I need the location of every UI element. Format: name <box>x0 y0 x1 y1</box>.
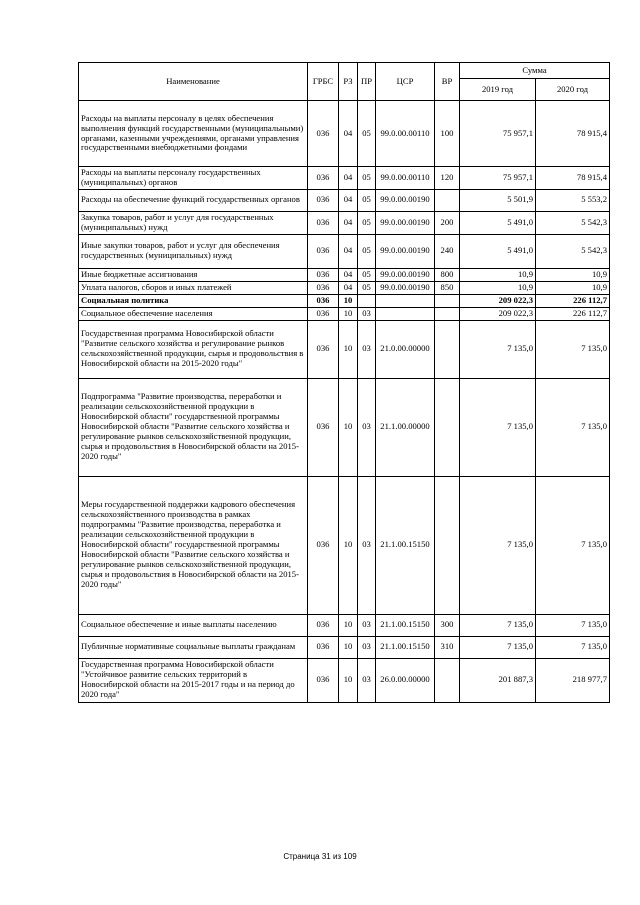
cell-vr: 300 <box>435 614 460 636</box>
cell-rz: 10 <box>339 658 358 702</box>
cell-name: Расходы на обеспечение функций государственных органов <box>79 189 308 211</box>
cell-2020: 218 977,7 <box>536 658 610 702</box>
cell-pr: 05 <box>358 234 376 268</box>
cell-grbs: 036 <box>308 294 339 307</box>
table-row <box>79 211 610 234</box>
cell-rz: 10 <box>339 320 358 378</box>
cell-pr: 05 <box>358 211 376 234</box>
cell-name: Публичные нормативные социальные выплаты гражданам <box>79 636 308 658</box>
cell-2019: 5 491,0 <box>460 211 536 234</box>
cell-2019: 5 491,0 <box>460 234 536 268</box>
cell-2020: 78 915,4 <box>536 167 610 190</box>
cell-2019: 75 957,1 <box>460 167 536 190</box>
col-header-grbs: ГРБС <box>308 63 339 101</box>
col-header-2020: 2020 год <box>536 79 610 101</box>
cell-grbs: 036 <box>308 658 339 702</box>
cell-2020: 226 112,7 <box>536 307 610 320</box>
cell-name: Уплата налогов, сборов и иных платежей <box>79 281 308 294</box>
cell-2020: 226 112,7 <box>536 294 610 307</box>
cell-vr: 100 <box>435 101 460 167</box>
cell-grbs: 036 <box>308 268 339 281</box>
table-row <box>79 636 610 658</box>
cell-2020: 10,9 <box>536 268 610 281</box>
cell-vr: 800 <box>435 268 460 281</box>
cell-2019: 7 135,0 <box>460 636 536 658</box>
col-header-vr: ВР <box>435 63 460 101</box>
cell-grbs: 036 <box>308 167 339 190</box>
table-row <box>79 234 610 268</box>
cell-rz: 10 <box>339 294 358 307</box>
cell-vr: 850 <box>435 281 460 294</box>
cell-rz: 04 <box>339 211 358 234</box>
cell-name: Социальное обеспечение населения <box>79 307 308 320</box>
cell-csr: 99.0.00.00190 <box>376 211 435 234</box>
cell-vr <box>435 378 460 476</box>
cell-csr: 21.1.00.15150 <box>376 476 435 614</box>
cell-csr: 99.0.00.00190 <box>376 281 435 294</box>
cell-name: Закупка товаров, работ и услуг для государственных (муниципальных) нужд <box>79 211 308 234</box>
cell-rz: 10 <box>339 636 358 658</box>
cell-grbs: 036 <box>308 234 339 268</box>
table-header <box>79 63 610 101</box>
table-row <box>79 281 610 294</box>
cell-csr: 21.0.00.00000 <box>376 320 435 378</box>
cell-pr: 03 <box>358 378 376 476</box>
table-body <box>79 101 610 703</box>
cell-pr: 03 <box>358 658 376 702</box>
cell-grbs: 036 <box>308 476 339 614</box>
table-row <box>79 268 610 281</box>
cell-pr: 05 <box>358 167 376 190</box>
budget-table <box>78 62 610 703</box>
cell-pr: 05 <box>358 101 376 167</box>
cell-2020: 7 135,0 <box>536 320 610 378</box>
cell-2020: 5 542,3 <box>536 234 610 268</box>
cell-vr <box>435 476 460 614</box>
cell-2020: 5 553,2 <box>536 189 610 211</box>
cell-grbs: 036 <box>308 211 339 234</box>
cell-2020: 78 915,4 <box>536 101 610 167</box>
table-row <box>79 476 610 614</box>
cell-vr: 200 <box>435 211 460 234</box>
cell-2019: 10,9 <box>460 268 536 281</box>
table-row <box>79 307 610 320</box>
table-row <box>79 189 610 211</box>
cell-2020: 7 135,0 <box>536 636 610 658</box>
cell-2019: 201 887,3 <box>460 658 536 702</box>
table-row <box>79 294 610 307</box>
cell-2020: 10,9 <box>536 281 610 294</box>
cell-name: Государственная программа Новосибирской области "Развитие сельского хозяйства и регулирование рынков сельскохозяйственной продукции, сырья и продовольствия в Новосибирской области на 2015-2020 годы" <box>79 320 308 378</box>
cell-2019: 75 957,1 <box>460 101 536 167</box>
cell-vr <box>435 307 460 320</box>
cell-2019: 5 501,9 <box>460 189 536 211</box>
cell-rz: 10 <box>339 614 358 636</box>
cell-grbs: 036 <box>308 614 339 636</box>
cell-2019: 10,9 <box>460 281 536 294</box>
cell-grbs: 036 <box>308 307 339 320</box>
cell-rz: 04 <box>339 281 358 294</box>
cell-csr: 99.0.00.00190 <box>376 234 435 268</box>
cell-name: Подпрограмма "Развитие производства, переработки и реализации сельскохозяйственной продукции в Новосибирской области" государственной программы Новосибирской области "Развитие сельского хозяйства и регулирование рынков сельскохозяйственной продукции, сырья и продовольствия в Новосибирской области на 2015-2020 годы" <box>79 378 308 476</box>
col-header-csr: ЦСР <box>376 63 435 101</box>
cell-2020: 7 135,0 <box>536 614 610 636</box>
cell-grbs: 036 <box>308 189 339 211</box>
cell-rz: 10 <box>339 476 358 614</box>
cell-pr <box>358 294 376 307</box>
cell-grbs: 036 <box>308 101 339 167</box>
cell-2020: 5 542,3 <box>536 211 610 234</box>
cell-csr: 99.0.00.00190 <box>376 268 435 281</box>
col-header-name: Наименование <box>79 63 308 101</box>
cell-rz: 10 <box>339 307 358 320</box>
cell-csr: 26.0.00.00000 <box>376 658 435 702</box>
page-number: Страница 31 из 109 <box>283 852 357 861</box>
cell-name: Государственная программа Новосибирской области "Устойчивое развитие сельских территорий в Новосибирской области на 2015-2017 годы и на период до 2020 года" <box>79 658 308 702</box>
cell-csr: 21.1.00.15150 <box>376 636 435 658</box>
table-row <box>79 320 610 378</box>
cell-pr: 03 <box>358 636 376 658</box>
cell-name: Социальное обеспечение и иные выплаты населению <box>79 614 308 636</box>
cell-pr: 05 <box>358 268 376 281</box>
cell-rz: 04 <box>339 167 358 190</box>
col-header-sum: Сумма <box>460 63 610 79</box>
cell-2019: 7 135,0 <box>460 476 536 614</box>
cell-grbs: 036 <box>308 636 339 658</box>
cell-2019: 209 022,3 <box>460 307 536 320</box>
cell-pr: 03 <box>358 614 376 636</box>
cell-vr <box>435 189 460 211</box>
cell-csr: 21.1.00.00000 <box>376 378 435 476</box>
cell-2020: 7 135,0 <box>536 476 610 614</box>
col-header-rz: РЗ <box>339 63 358 101</box>
cell-csr: 21.1.00.15150 <box>376 614 435 636</box>
cell-vr <box>435 294 460 307</box>
cell-rz: 10 <box>339 378 358 476</box>
cell-name: Иные закупки товаров, работ и услуг для обеспечения государственных (муниципальных) нужд <box>79 234 308 268</box>
cell-csr: 99.0.00.00190 <box>376 189 435 211</box>
cell-grbs: 036 <box>308 320 339 378</box>
cell-grbs: 036 <box>308 281 339 294</box>
cell-2020: 7 135,0 <box>536 378 610 476</box>
cell-pr: 03 <box>358 320 376 378</box>
cell-vr <box>435 320 460 378</box>
table-row <box>79 378 610 476</box>
cell-name: Меры государственной поддержки кадрового обеспечения сельскохозяйственного производства в рамках подпрограммы "Развитие производства, переработка и реализации сельскохозяйственной продукции в Новосибирской области" государственной программы Новосибирской области "Развитие сельского хозяйства и регулирование рынков сельскохозяйственной продукции, сырья и продовольствия в Новосибирской области на 2015-2020 годы" <box>79 476 308 614</box>
cell-grbs: 036 <box>308 378 339 476</box>
table-row <box>79 658 610 702</box>
col-header-2019: 2019 год <box>460 79 536 101</box>
cell-csr: 99.0.00.00110 <box>376 167 435 190</box>
cell-rz: 04 <box>339 234 358 268</box>
cell-pr: 03 <box>358 476 376 614</box>
cell-vr <box>435 658 460 702</box>
table-row <box>79 614 610 636</box>
cell-name: Иные бюджетные ассигнования <box>79 268 308 281</box>
cell-csr <box>376 294 435 307</box>
cell-2019: 209 022,3 <box>460 294 536 307</box>
cell-vr: 240 <box>435 234 460 268</box>
cell-name: Социальная политика <box>79 294 308 307</box>
cell-name: Расходы на выплаты персоналу государственных (муниципальных) органов <box>79 167 308 190</box>
cell-rz: 04 <box>339 101 358 167</box>
cell-2019: 7 135,0 <box>460 320 536 378</box>
cell-csr <box>376 307 435 320</box>
cell-pr: 05 <box>358 189 376 211</box>
col-header-pr: ПР <box>358 63 376 101</box>
table-row <box>79 167 610 190</box>
cell-vr: 120 <box>435 167 460 190</box>
cell-csr: 99.0.00.00110 <box>376 101 435 167</box>
table-row <box>79 101 610 167</box>
cell-pr: 05 <box>358 281 376 294</box>
cell-rz: 04 <box>339 268 358 281</box>
cell-2019: 7 135,0 <box>460 378 536 476</box>
cell-name: Расходы на выплаты персоналу в целях обеспечения выполнения функций государственными (муниципальными) органами, казенными учреждениями, органами управления государственными внебюджетными фондами <box>79 101 308 167</box>
cell-pr: 03 <box>358 307 376 320</box>
cell-vr: 310 <box>435 636 460 658</box>
cell-2019: 7 135,0 <box>460 614 536 636</box>
cell-rz: 04 <box>339 189 358 211</box>
